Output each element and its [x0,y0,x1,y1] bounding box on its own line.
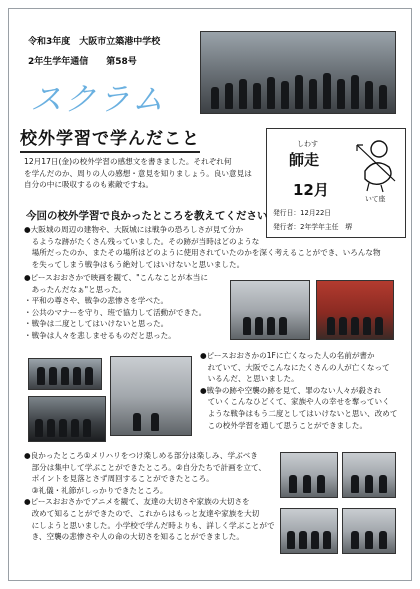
newsletter-brand: スクラム [30,80,166,118]
comment-good-points: ●良かったところ①メリハリをつけ楽しめる部分は楽しみ、学ぶべき 部分は集中して学ぶことができたところ。②自分たちで計画を立て、 ポイントを見落とさず周回することができたところ。 ③礼儀・礼節がしっかりできたところ。 ●ピースおおさかでアニメを観て、友達の大切さや家族の大切さを 改めて知ることができたので、これからはもっと友達や家族を大切 にしようと思いました。小学校で学んだ時よりも、詳しく学ぶことがで き、空襲の悲惨さや人の命の大切さを知ることができました。 [24,451,275,542]
article-intro: 12月17日(金)の校外学習の感想文を書きました。それぞれ何 を学んだのか、周りの人の感想・意見を知りましょう。良い意見は 自分の中に吸収するのも素敵ですね。 [24,157,252,190]
month-ruby: しわす [297,140,318,148]
issue-number: 2年生学年通信 第58号 [28,57,137,67]
month-info-box [266,128,406,238]
article-title: 校外学習で学んだこと [20,124,200,153]
photo-pose-1 [280,452,338,498]
section-subheading: 今回の校外学習で良かったところを教えてください [26,210,268,222]
month-number: 12月 [293,181,329,199]
header-photo-group [200,31,396,114]
school-name: 令和3年度 大阪市立築港中学校 [28,37,161,47]
photo-pose-2 [342,452,396,498]
illustration-caption: いて座 [365,195,386,203]
photo-stone-wall [110,356,192,436]
photo-building [230,280,310,340]
photo-group-left-top [28,358,102,390]
comment-castle: ●大阪城の周辺の建物や、大阪城には戦争の恐ろしさが見て分か るような跡がたくさん残っていました。その跡が当時はどのような 場所だったのか、またその場所はどのように使用されていたのかを深く考えることができ、いろんな物 を失ってしまう戦争はもう絶対してはいけないと思いました。 [24,225,381,269]
comment-names-and-ruins: ●ピースおおさかの1Fに亡くなった人の名前が書か れていて、大阪でこんなにたくさんの人が亡くなって いるんだ、と思いました。 ●戦争の跡や空襲の跡を見て、罪のない人々が殺され ていくこんなひどくて、家族や人の幸せを奪っていく ような戦争はもう二度としてはいけないと思い、改めて この校外学習を通して思うことができました。 [200,351,398,430]
photo-hall [316,280,394,340]
publisher: 発行者：2年学年主任 堺 [273,223,353,231]
photo-group-left-bottom [28,396,106,442]
month-kanji: 師走 [289,151,320,169]
issue-date: 発行日：12月22日 [273,209,332,217]
photo-pose-4 [342,508,396,554]
comment-peace-osaka: ●ピースおおさかで映画を観て、"こんなことが本当に あったんだなぁ"と思った。 ・平和の尊さや、戦争の悲惨さを学べた。 ・公共のマナーを守り、班で協力して活動ができた。 ・戦争は二度としてはいけないと思った。 ・戦争は人々を悲しませるものだと思った。 [24,273,208,340]
photo-pose-3 [280,508,338,554]
sagittarius-illustration-icon [351,137,401,193]
